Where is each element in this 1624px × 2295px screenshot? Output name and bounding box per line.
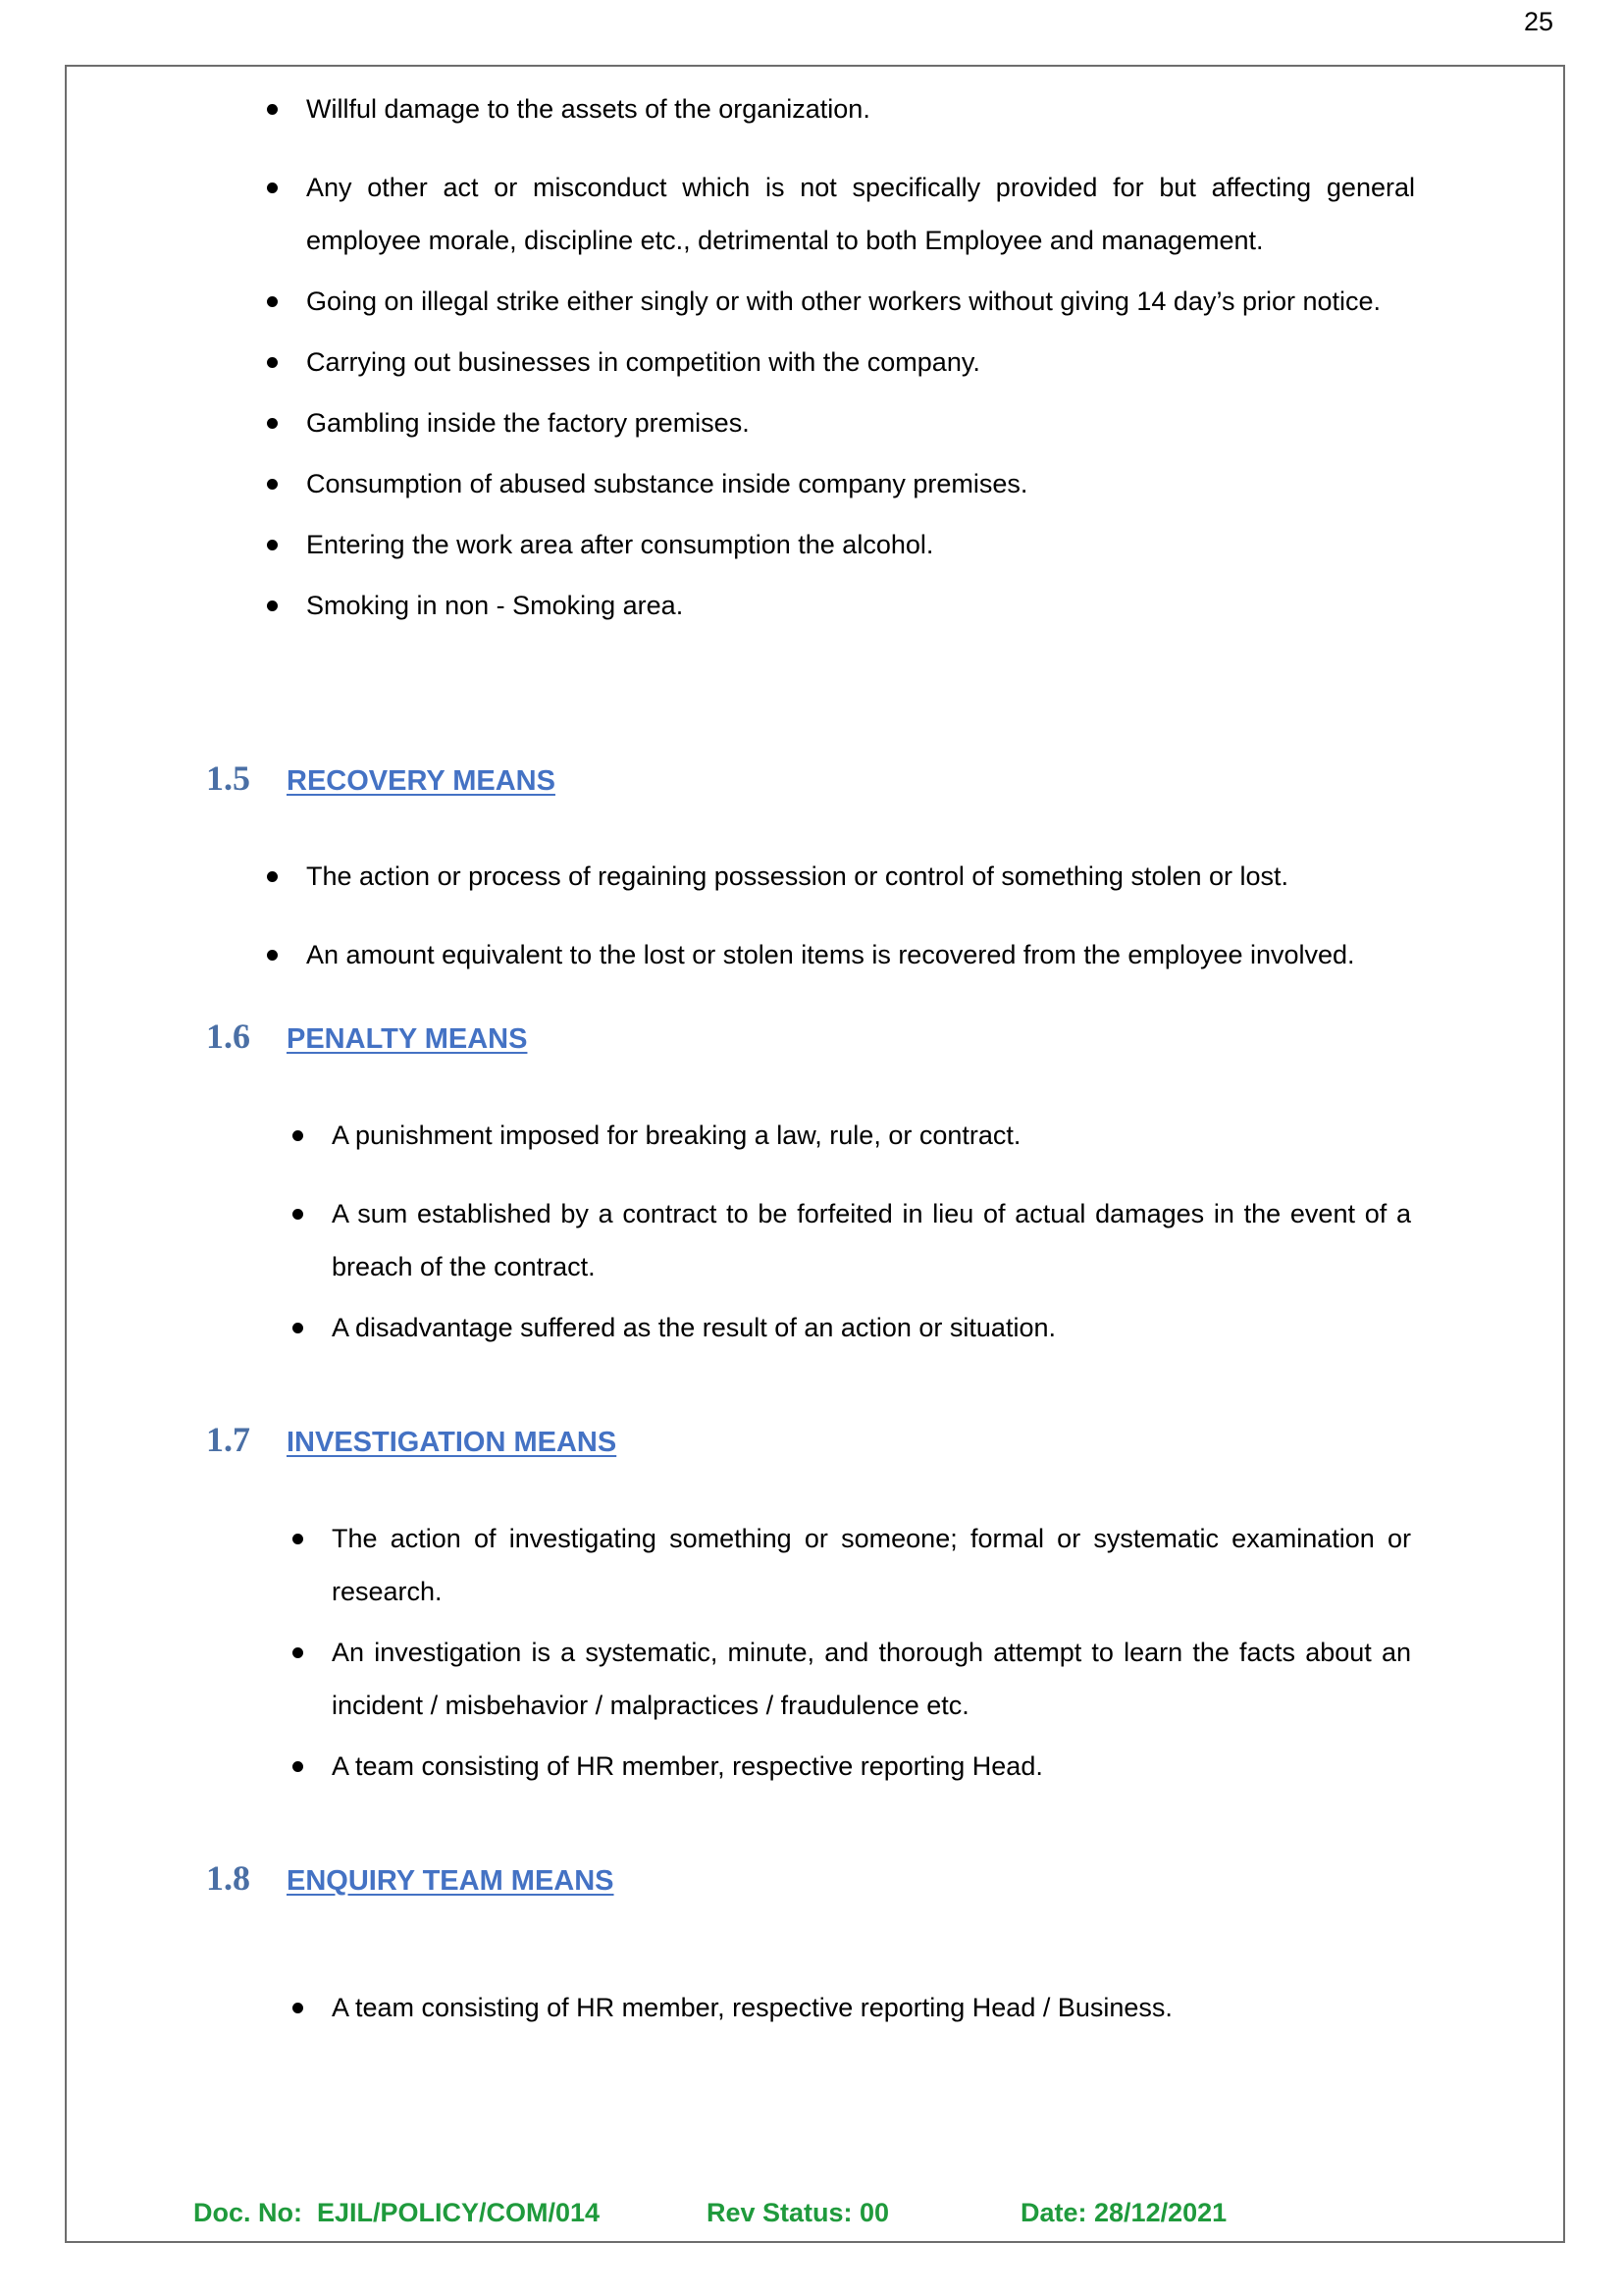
list-item: A disadvantage suffered as the result of an action or situation. bbox=[332, 1301, 1411, 1354]
list-item: A team consisting of HR member, respective reporting Head / Business. bbox=[332, 1981, 1411, 2034]
rev-status: Rev Status: 00 bbox=[707, 2198, 890, 2227]
bullet-icon bbox=[292, 2003, 303, 2013]
bullet-icon bbox=[267, 871, 278, 882]
section-number: 1.6 bbox=[206, 1017, 250, 1056]
page-number: 25 bbox=[1523, 7, 1553, 36]
list-item: Any other act or misconduct which is not specifically provided for but affecting general employee morale, discipline etc., detrimental to both Employee and management. bbox=[306, 161, 1415, 267]
list-item: A sum established by a contract to be forfeited in lieu of actual damages in the event of a breach of the contract. bbox=[332, 1187, 1411, 1293]
list-item: A team consisting of HR member, respective reporting Head. bbox=[332, 1740, 1411, 1793]
section-number: 1.8 bbox=[206, 1858, 250, 1898]
list-item: The action of investigating something or someone; formal or systematic examination or research. bbox=[332, 1512, 1411, 1618]
bullet-icon bbox=[292, 1130, 303, 1141]
bullet-icon bbox=[267, 183, 278, 193]
section-heading-recovery bbox=[206, 757, 555, 799]
section-title: ENQUIRY TEAM MEANS bbox=[287, 1865, 614, 1897]
bullet-icon bbox=[292, 1534, 303, 1544]
list-item: Consumption of abused substance inside company premises. bbox=[306, 457, 1415, 510]
section-title: PENALTY MEANS bbox=[287, 1023, 528, 1055]
bullet-icon bbox=[267, 600, 278, 611]
section-title: RECOVERY MEANS bbox=[287, 765, 555, 797]
list-item: Gambling inside the factory premises. bbox=[306, 396, 1415, 449]
section-number: 1.7 bbox=[206, 1420, 250, 1459]
list-item: A punishment imposed for breaking a law, rule, or contract. bbox=[332, 1109, 1411, 1162]
bullet-icon bbox=[292, 1323, 303, 1333]
doc-date: Date: 28/12/2021 bbox=[1021, 2198, 1228, 2227]
penalty-list bbox=[332, 1109, 1411, 1354]
list-item: Entering the work area after consumption the alcohol. bbox=[306, 518, 1415, 571]
enquiry-list bbox=[332, 1981, 1411, 2034]
bullet-icon bbox=[267, 357, 278, 368]
list-item: Going on illegal strike either singly or with other workers without giving 14 day’s prior notice. bbox=[306, 275, 1415, 328]
section-heading-enquiry bbox=[206, 1857, 614, 1899]
investigation-list bbox=[332, 1512, 1411, 1793]
section-heading-penalty bbox=[206, 1016, 527, 1057]
bullet-icon bbox=[292, 1209, 303, 1220]
document-footer bbox=[193, 2198, 1227, 2228]
section-heading-investigation bbox=[206, 1419, 616, 1460]
list-item: Smoking in non - Smoking area. bbox=[306, 579, 1415, 632]
bullet-icon bbox=[267, 296, 278, 307]
doc-number: Doc. No: EJIL/POLICY/COM/014 bbox=[193, 2198, 601, 2227]
list-item: Willful damage to the assets of the organization. bbox=[306, 82, 1415, 135]
list-item: An amount equivalent to the lost or stolen items is recovered from the employee involved. bbox=[306, 928, 1415, 981]
bullet-icon bbox=[267, 950, 278, 961]
list-item: Carrying out businesses in competition with the company. bbox=[306, 336, 1415, 389]
bullet-icon bbox=[267, 104, 278, 115]
bullet-icon bbox=[292, 1647, 303, 1658]
bullet-icon bbox=[267, 418, 278, 429]
section-title: INVESTIGATION MEANS bbox=[287, 1427, 617, 1458]
list-item: The action or process of regaining possession or control of something stolen or lost. bbox=[306, 850, 1415, 903]
list-item: An investigation is a systematic, minute, and thorough attempt to learn the facts about an incident / misbehavior / malpractices / fraudulence etc. bbox=[332, 1626, 1411, 1732]
misconduct-list bbox=[306, 82, 1415, 632]
section-number: 1.5 bbox=[206, 758, 250, 798]
recovery-list bbox=[306, 850, 1415, 981]
bullet-icon bbox=[292, 1761, 303, 1772]
bullet-icon bbox=[267, 540, 278, 550]
bullet-icon bbox=[267, 479, 278, 490]
